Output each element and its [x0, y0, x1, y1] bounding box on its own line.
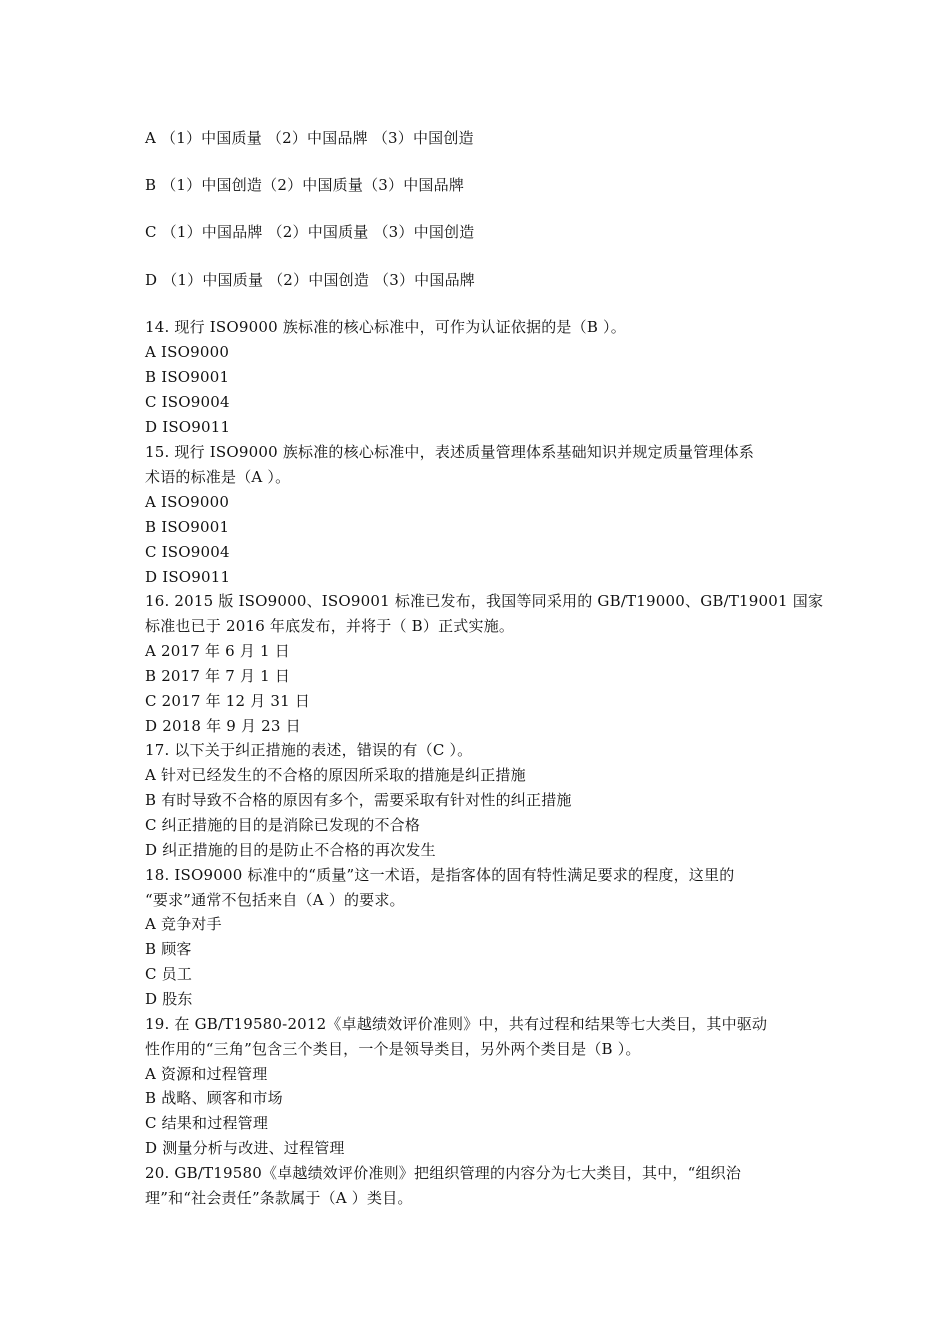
q16-stem-line2: 标准也已于 2016 年底发布，并将于（ B）正式实施。 [145, 617, 515, 635]
q19-option-c: C 结果和过程管理 [145, 1114, 269, 1132]
q16-stem-line1: 16. 2015 版 ISO9000、ISO9001 标准已发布，我国等同采用的 GB/T19000、GB/T19001 国家 [145, 592, 824, 610]
q14-option-d: D ISO9011 [145, 418, 231, 436]
q16-option-a: A 2017 年 6 月 1 日 [145, 642, 290, 660]
q13-option-b: B （1）中国创造（2）中国质量（3）中国品牌 [145, 176, 465, 194]
q20-stem-line2: 理”和“社会责任”条款属于（A ）类目。 [145, 1189, 413, 1207]
q14-option-c: C ISO9004 [145, 393, 230, 411]
q13-option-a: A （1）中国质量 （2）中国品牌 （3）中国创造 [145, 129, 474, 147]
q20-stem-line1: 20. GB/T19580《卓越绩效评价准则》把组织管理的内容分为七大类目，其中，“组织治 [145, 1164, 742, 1182]
q18-option-c: C 员工 [145, 965, 193, 983]
q18-option-d: D 股东 [145, 990, 193, 1008]
q14-option-a: A ISO9000 [145, 343, 230, 361]
q18-stem-line2: “要求”通常不包括来自（A ）的要求。 [145, 891, 405, 909]
q13-option-c: C （1）中国品牌 （2）中国质量 （3）中国创造 [145, 223, 475, 241]
q19-option-d: D 测量分析与改进、过程管理 [145, 1139, 345, 1157]
q19-option-b: B 战略、顾客和市场 [145, 1089, 283, 1107]
q17-option-a: A 针对已经发生的不合格的原因所采取的措施是纠正措施 [145, 766, 526, 784]
q17-option-b: B 有时导致不合格的原因有多个，需要采取有针对性的纠正措施 [145, 791, 572, 809]
q16-option-b: B 2017 年 7 月 1 日 [145, 667, 291, 685]
q19-stem-line1: 19. 在 GB/T19580-2012《卓越绩效评价准则》中，共有过程和结果等七大类目，其中驱动 [145, 1015, 768, 1033]
q15-option-c: C ISO9004 [145, 543, 230, 561]
q15-option-a: A ISO9000 [145, 493, 230, 511]
q14-option-b: B ISO9001 [145, 368, 230, 386]
q16-option-d: D 2018 年 9 月 23 日 [145, 717, 301, 735]
q19-stem-line2: 性作用的“三角”包含三个类目，一个是领导类目，另外两个类目是（B ）。 [145, 1040, 641, 1058]
q15-option-d: D ISO9011 [145, 568, 231, 586]
q18-option-b: B 顾客 [145, 940, 192, 958]
q17-option-c: C 纠正措施的目的是消除已发现的不合格 [145, 816, 421, 834]
q15-stem-line1: 15. 现行 ISO9000 族标准的核心标准中，表述质量管理体系基础知识并规定质量管理体系 [145, 443, 755, 461]
q17-stem: 17. 以下关于纠正措施的表述，错误的有（C ）。 [145, 741, 473, 759]
q17-option-d: D 纠正措施的目的是防止不合格的再次发生 [145, 841, 436, 859]
q18-stem-line1: 18. ISO9000 标准中的“质量”这一术语，是指客体的固有特性满足要求的程度，这里的 [145, 866, 735, 884]
q13-option-d: D （1）中国质量 （2）中国创造 （3）中国品牌 [145, 271, 475, 289]
q15-option-b: B ISO9001 [145, 518, 230, 536]
q15-stem-line2: 术语的标准是（A ）。 [145, 468, 291, 486]
q16-option-c: C 2017 年 12 月 31 日 [145, 692, 311, 710]
q14-stem: 14. 现行 ISO9000 族标准的核心标准中，可作为认证依据的是（B ）。 [145, 318, 626, 336]
q18-option-a: A 竞争对手 [145, 915, 222, 933]
q19-option-a: A 资源和过程管理 [145, 1065, 268, 1083]
